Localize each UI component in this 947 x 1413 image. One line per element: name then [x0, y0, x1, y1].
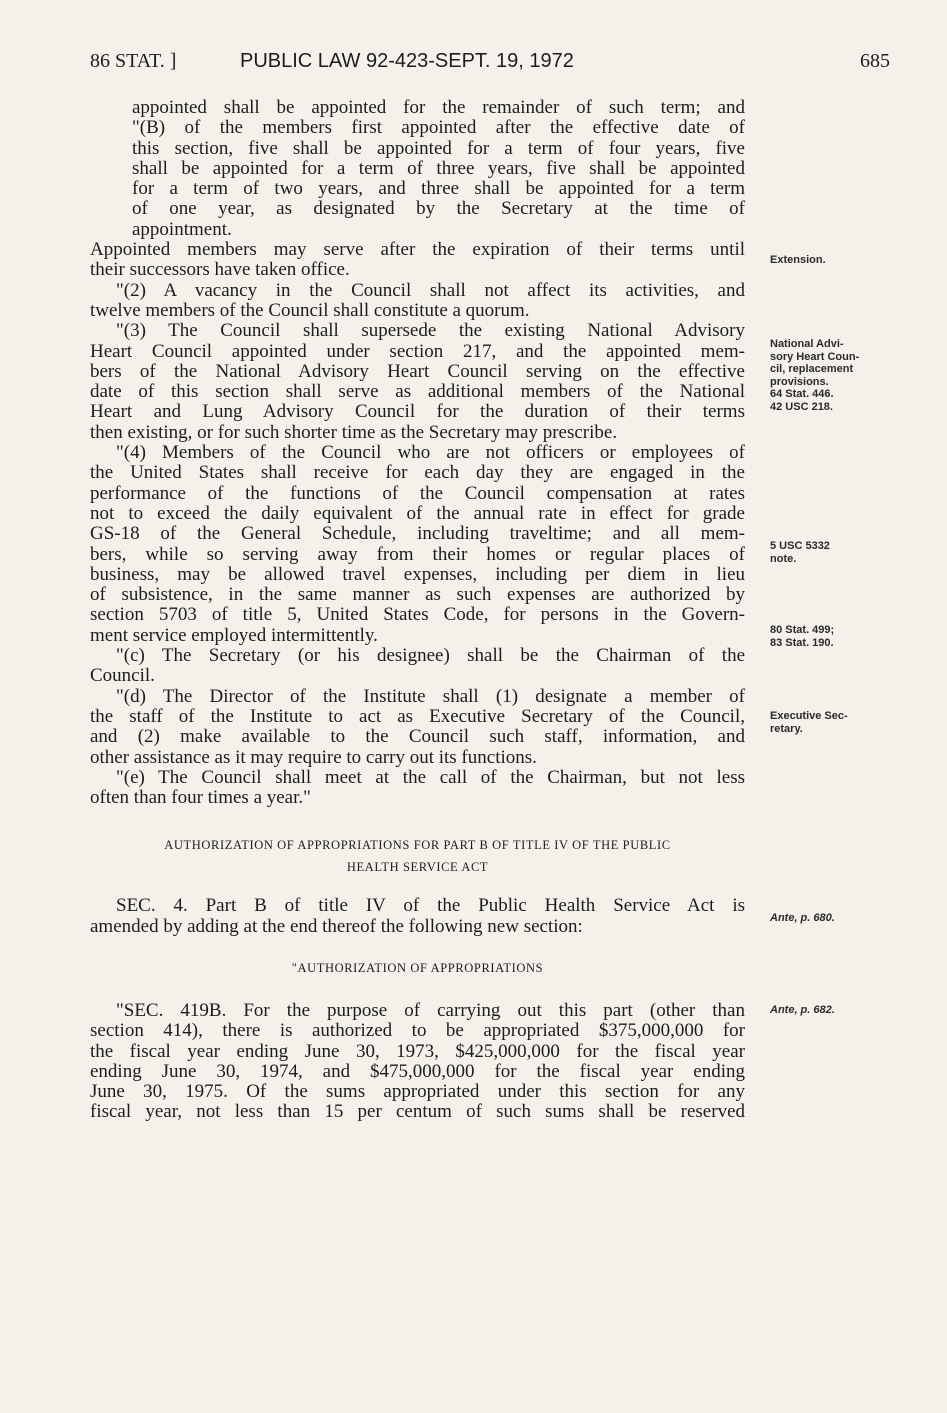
public-law-title: PUBLIC LAW 92-423-SEPT. 19, 1972 [240, 50, 574, 72]
margin-note-80-stat-499: 80 Stat. 499; 83 Stat. 190. [770, 624, 835, 649]
paragraph-serve-after-expiration: Appointed members may serve after the expiration of their terms until their successors have taken office. [90, 239, 745, 281]
paragraph-director: "(d) The Director of the Institute shall (1) designate a member of the staff of the Institute to act as Executive Secretary of the Council, and (2) make available to the Council such staff, information, and other assistance as it may require to carry out its functions. [90, 685, 745, 768]
paragraph-sec-419b: "SEC. 419B. For the purpose of carrying out this part (other than section 414), there is authorized to be appropriated $375,000,000 for the fiscal year ending June 30, 1973, $425,000,000 for the fiscal year ending June 30, 1974, and $475,000,000 for the fiscal year ending June 30, 1975. Of the sums appropriated under this section for any fiscal year, not less than 15 per centum of such sums shall be reserved [90, 999, 745, 1123]
section-heading-authorization: AUTHORIZATION OF APPROPRIATIONS FOR PART B OF TITLE IV OF THE PUBLIC HEALTH SERVICE ACT [164, 838, 671, 875]
body-text [90, 98, 745, 1123]
paragraph-compensation: "(4) Members of the Council who are not officers or employees of the United States shall receive for each day they are engaged in the performance of the functions of the Council compensation at rates not to exceed the daily equivalent of the annual rate in effect for grade GS-18 of the General Schedule, including traveltime; and all mem- bers, while so serving away from their homes or regular places of business, may be allowed travel expenses, including per diem in lieu of subsistence, in the same manner as such expenses are authorized by section 5703 of title 5, United States Code, for persons in the Govern- ment service employed intermittently. [90, 442, 745, 646]
paragraph-meetings: "(e) The Council shall meet at the call of the Chairman, but not less often than four times a year." [90, 766, 745, 809]
margin-note-extension: Extension. [770, 254, 826, 266]
statute-volume: 86 STAT. ] [90, 50, 177, 72]
paragraph-b-term: appointed shall be appointed for the remainder of such term; and "(B) of the members first appointed after the effective date of this section, five shall be appointed for a term of four years, five shall be appointed for a term of three years, five shall be appointed for a term of two years, and three shall be appointed for a term of one year, as designated by the Secretary at the time of appointment. [132, 97, 745, 240]
paragraph-sec-4: SEC. 4. Part B of title IV of the Public Health Service Act is amended by adding at the end thereof the following new section: [90, 895, 745, 937]
margin-note-ante-680: Ante, p. 680. [770, 912, 835, 924]
page-number: 685 [860, 50, 890, 72]
margin-note-national-advisory-heart-council: National Advi- sory Heart Coun- cil, replacement provisions. 64 Stat. 446. 42 USC 218. [770, 338, 860, 413]
page-header [90, 50, 890, 80]
margin-note-executive-secretary: Executive Sec- retary. [770, 710, 848, 735]
paragraph-chairman: "(c) The Secretary (or his designee) shall be the Chairman of the Council. [90, 645, 745, 687]
paragraph-supersede: "(3) The Council shall supersede the existing National Advisory Heart Council appointed under section 217, and the appointed mem- bers of the National Advisory Heart Council serving on the effective date of this section shall serve as additional members of the National Heart and Lung Advisory Council for the duration of their terms then existing, or for such shorter time as the Secretary may prescribe. [90, 320, 745, 443]
margin-note-5-usc-5332: 5 USC 5332 note. [770, 540, 830, 565]
section-heading-appropriations: "AUTHORIZATION OF APPROPRIATIONS [291, 960, 544, 975]
margin-note-ante-682: Ante, p. 682. [770, 1004, 835, 1016]
paragraph-vacancy: "(2) A vacancy in the Council shall not affect its activities, and twelve members of the Council shall constitute a quorum. [90, 279, 745, 321]
